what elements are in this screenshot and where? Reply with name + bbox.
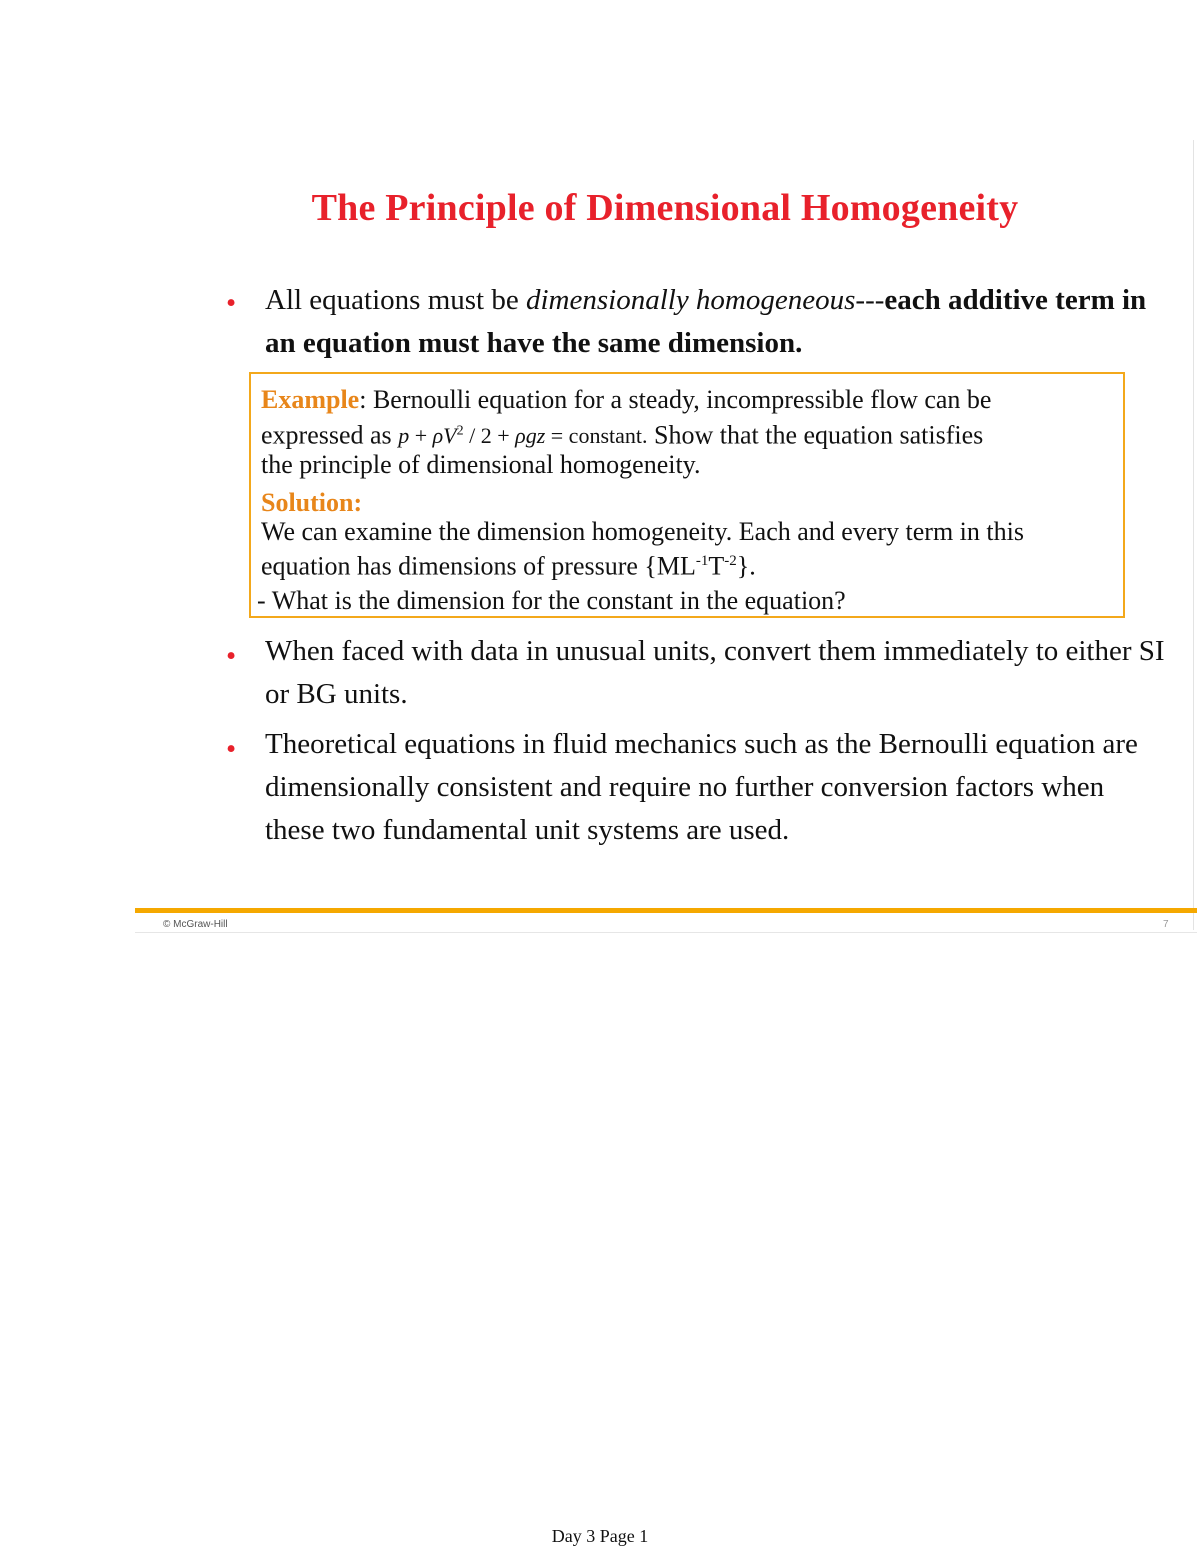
slide-title: The Principle of Dimensional Homogeneity — [311, 187, 1019, 229]
bullet-text-1 — [265, 279, 1165, 365]
bullet1-italic: dimensionally homogeneous — [525, 284, 856, 316]
footer-copyright: © McGraw-Hill — [163, 919, 228, 930]
example-label: Example — [261, 385, 360, 414]
bullet-text-3: Theoretical equations in fluid mechanics such as the Bernoulli equation are dimensionally consistent and require no further conversion factors when these two fundamental unit systems are used. — [265, 728, 1138, 846]
example-line-1 — [261, 385, 991, 415]
formula-plus: + — [409, 423, 433, 449]
example-line-3: the principle of dimensional homogeneity. — [261, 450, 701, 479]
bullet1-dashes: --- — [855, 284, 885, 316]
bullet-icon: • — [226, 733, 237, 765]
formula-p: p — [398, 423, 410, 449]
solution-line2-pre: equation has dimensions of pressure {ML — [261, 551, 696, 581]
solution-t: T — [708, 551, 725, 581]
solution-line-2 — [261, 546, 756, 582]
bullet1-text: All equations must be — [265, 284, 526, 316]
solution-line2-post: }. — [736, 551, 756, 581]
solution-sup-1: -1 — [695, 553, 709, 569]
slide-number: 7 — [1163, 919, 1169, 930]
example-line-2 — [261, 417, 983, 451]
bullet-icon: • — [226, 287, 237, 319]
example-line1-text: : Bernoulli equation for a steady, incompressible flow can be — [359, 385, 992, 414]
page-footer: Day 3 Page 1 — [551, 1526, 649, 1546]
formula-square: 2 — [456, 424, 464, 439]
formula-rho-v: ρV — [432, 423, 457, 449]
bullet-icon: • — [226, 640, 237, 672]
example-box — [249, 372, 1125, 618]
slide-border — [1193, 140, 1194, 930]
formula-rho-gz: ρgz — [515, 423, 546, 449]
bernoulli-formula — [398, 423, 647, 448]
formula-div: / 2 + — [463, 423, 516, 449]
example-line2-prefix: expressed as — [261, 420, 392, 450]
footer-thin-line — [135, 932, 1197, 933]
solution-label: Solution: — [261, 488, 363, 517]
solution-sup-2: -2 — [724, 553, 737, 569]
bullet1-bold: each additive term in an equation must have the same dimension. — [265, 284, 1147, 359]
bullet-text-2: When faced with data in unusual units, convert them immediately to either SI or BG units. — [265, 635, 1165, 710]
question-line: - What is the dimension for the constant in the equation? — [257, 586, 846, 615]
footer-divider — [135, 908, 1197, 913]
formula-constant: = constant. — [545, 423, 648, 449]
solution-line-1: We can examine the dimension homogeneity. Each and every term in this — [261, 517, 1024, 546]
example-line2-suffix: Show that the equation satisfies — [647, 420, 984, 450]
